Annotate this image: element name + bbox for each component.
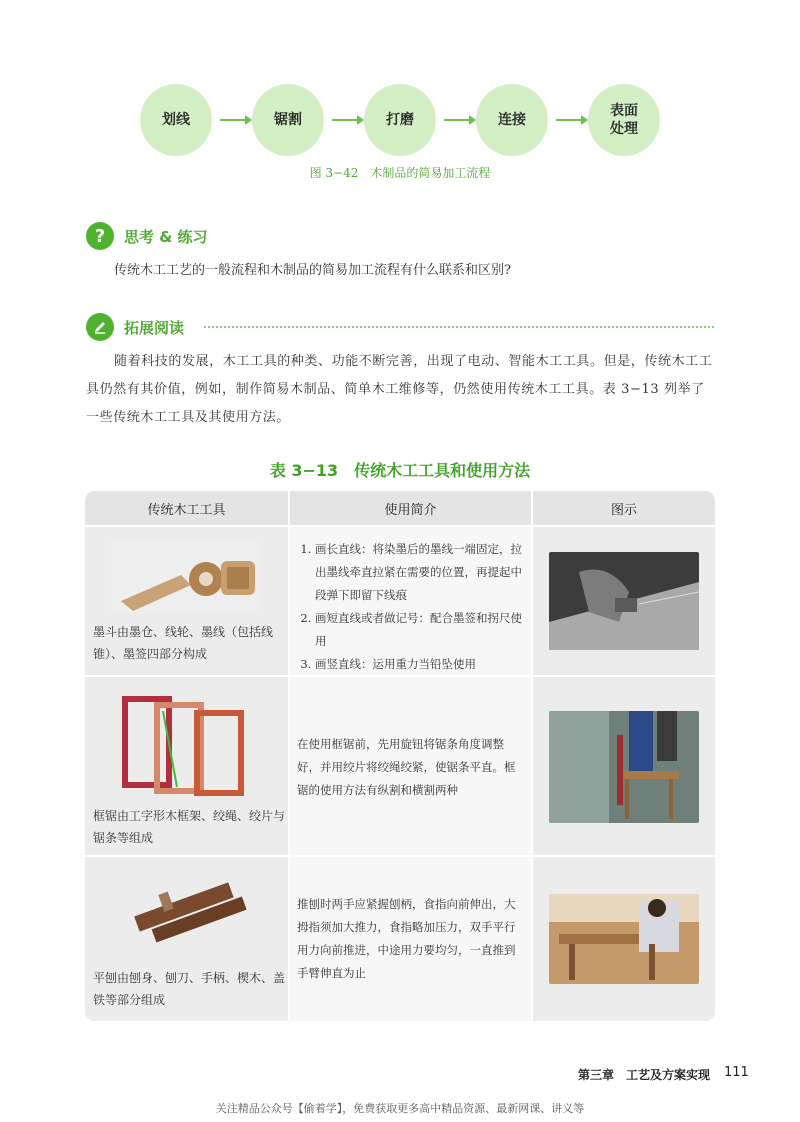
ink-line-marker-image bbox=[111, 541, 261, 613]
usage-description bbox=[297, 538, 523, 676]
flow-step-finishing: 表面 处理 bbox=[588, 84, 660, 156]
figure-caption: 图 3−42 木制品的简易加工流程 bbox=[309, 166, 491, 180]
frame-saw-image bbox=[117, 691, 257, 801]
think-title: 思考 & 练习 bbox=[124, 227, 208, 246]
tools-table bbox=[85, 491, 715, 1021]
flow-step-sanding: 打磨 bbox=[364, 84, 436, 156]
flow-step-joining: 连接 bbox=[476, 84, 548, 156]
flow-step-sawing: 锯割 bbox=[252, 84, 324, 156]
reading-section-header bbox=[86, 313, 184, 341]
flow-arrow bbox=[444, 119, 474, 121]
row-divider bbox=[85, 675, 715, 677]
think-section-header bbox=[86, 222, 208, 250]
usage-description: 推刨时两手应紧握刨柄，食指向前伸出，大拇指须加大推力，食指略加压力，双手平行用力向前推进，中途用力要均匀，一直推到手臂伸直为止 bbox=[297, 897, 516, 980]
chapter-label: 第三章 工艺及方案实现 bbox=[577, 1068, 710, 1082]
reading-paragraph: 随着科技的发展，木工工具的种类、功能不断完善，出现了电动、智能木工工具。但是，传统木工工具仍然有其价值，例如，制作简易木制品、简单木工维修等，仍然使用传统木工工具。表 3−13 列举了一些传统木工工具及其使用方法。 bbox=[86, 354, 713, 425]
header-tool: 传统木工工具 bbox=[85, 491, 288, 525]
column-divider bbox=[531, 491, 533, 1021]
hand-plane-usage-photo bbox=[549, 894, 699, 984]
usage-step: 1. 画长直线：将染墨后的墨线一端固定，拉出墨线牵直拉紧在需要的位置，再提起中段弹下即留下线痕 bbox=[315, 538, 523, 607]
row-divider bbox=[85, 855, 715, 857]
row-divider bbox=[85, 525, 715, 527]
question-icon: ? bbox=[86, 222, 114, 250]
reading-title: 拓展阅读 bbox=[124, 318, 185, 337]
flow-arrow bbox=[332, 119, 362, 121]
usage-description: 在使用框锯前，先用旋钮将锯条角度调整好，并用绞片将绞绳绞紧，使锯条平直。框锯的使用方法有纵割和横割两种 bbox=[297, 737, 516, 797]
ink-line-usage-photo bbox=[549, 552, 699, 650]
think-question: 传统木工工艺的一般流程和木制品的简易加工流程有什么联系和区别? bbox=[114, 263, 511, 278]
tool-description: 框锯由工字形木框架、绞绳、绞片与锯条等组成 bbox=[93, 809, 286, 845]
hand-plane-image bbox=[125, 869, 255, 949]
page-number: 111 bbox=[724, 1065, 749, 1080]
process-flow bbox=[140, 84, 660, 156]
usage-step: 3. 画竖直线：运用重力当铅坠使用 bbox=[315, 653, 523, 676]
footer-note: 关注精品公众号【偷着学】，免费获取更多高中精品资源、最新网课、讲义等 bbox=[215, 1102, 585, 1115]
flow-arrow bbox=[556, 119, 586, 121]
flow-step-marking: 划线 bbox=[140, 84, 212, 156]
flow-arrow bbox=[220, 119, 250, 121]
dotted-divider bbox=[204, 326, 714, 328]
column-divider bbox=[288, 491, 290, 1021]
header-image: 图示 bbox=[533, 491, 715, 525]
tool-description: 平刨由刨身、刨刀、手柄、楔木、盖铁等部分组成 bbox=[93, 971, 286, 1007]
pencil-icon bbox=[86, 313, 114, 341]
tool-description: 墨斗由墨仓、线轮、墨线（包括线锥）、墨签四部分构成 bbox=[93, 625, 274, 661]
frame-saw-usage-photo bbox=[549, 711, 699, 823]
table-title: 表 3−13 传统木工工具和使用方法 bbox=[269, 461, 531, 480]
usage-step: 2. 画短直线或者做记号：配合墨签和拐尺使用 bbox=[315, 607, 523, 653]
header-usage: 使用简介 bbox=[290, 491, 531, 525]
